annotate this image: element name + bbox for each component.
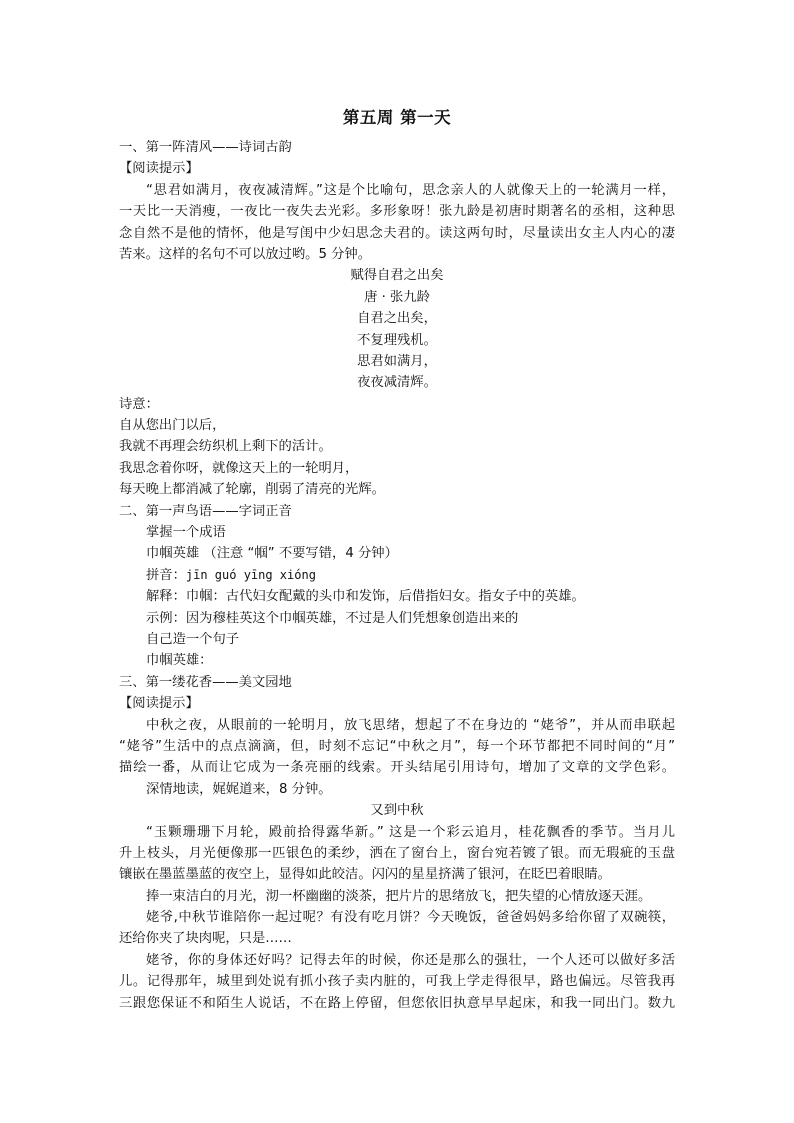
make-sentence-task: 自己造一个句子 [146, 631, 240, 647]
poem-line: 不复理残机。 [357, 332, 437, 348]
essay-line: 升上枝头，月光便像那一匹银色的柔纱，洒在了窗台上，窗台宛若镀了银。而无瑕疵的玉盘 [119, 845, 675, 861]
hint-line: 念自然不是他的情怀，他是写闺中少妇思念夫君的。读这两句时，尽量读出女主人内心的凄 [119, 225, 675, 241]
pinyin-text: jīn guó yīng xióng [185, 567, 316, 582]
page-title: 第五周 第一天 [342, 108, 452, 127]
essay-line: 镶嵌在墨蓝墨蓝的夜空上，显得如此皎洁。闪闪的星星挤满了银河，在眨巴着眼睛。 [119, 867, 611, 883]
essay-line: 捧一束洁白的月光，沏一杯幽幽的淡茶，把片片的思绪放飞，把失望的心情放逐天涯。 [146, 888, 652, 904]
hint-line: 一天比一天消瘦，一夜比一夜失去光彩。多形象呀！张九龄是初唐时期著名的丞相，这种思 [119, 204, 675, 220]
essay-line: 姥爷,中秋节谁陪你一起过呢？有没有吃月饼？今天晚饭，爸爸妈妈多给你留了双碗筷， [146, 910, 675, 926]
meaning-label: 诗意： [119, 396, 159, 412]
hint-line: 描绘一番，从而让它成为一条亮丽的线索。开头结尾引用诗句，增加了文章的文学色彩。 [119, 760, 675, 776]
meaning-line: 我就不再理会纺织机上剩下的活计。 [119, 439, 332, 455]
document-page [119, 104, 675, 1014]
example-line: 示例：因为穆桂英这个巾帼英雄，不过是人们凭想象创造出来的 [146, 610, 519, 626]
poem-title: 赋得自君之出矣 [350, 268, 444, 284]
reading-hint-label: 【阅读提示】 [119, 161, 199, 177]
meaning-line: 每天晚上都消减了轮廓，削弱了清亮的光辉。 [119, 482, 385, 498]
reading-hint-label: 【阅读提示】 [119, 696, 199, 712]
pinyin-line [119, 565, 675, 586]
hint-line: “姥爷”生活中的点点滴滴，但，时刻不忘记“中秋之月”，每一个环节都把不同时间的“月” [119, 738, 675, 754]
idiom-word: 巾帼英雄 （注意 “帼” 不要写错，4 分钟） [146, 546, 398, 562]
hint-line: 深情地读，娓娓道来，8 分钟。 [146, 781, 332, 797]
section-1-heading: 一、第一阵清风——诗词古韵 [119, 140, 292, 155]
hint-line: “思君如满月，夜夜减清辉。”这是个比喻句，思念亲人的人就像天上的一轮满月一样， [146, 182, 675, 198]
poem-line: 夜夜减清辉。 [357, 375, 437, 391]
section-3-heading: 三、第一缕花香——美文园地 [119, 674, 292, 690]
essay-line: 三跟您保证不和陌生人说话，不在路上停留，但您依旧执意早早起床，和我一同出门。数九 [119, 995, 675, 1011]
explanation-line: 解释：巾帼：古代妇女配戴的头巾和发饰，后借指妇女。指女子中的英雄。 [146, 589, 585, 605]
poem-line: 思君如满月， [357, 353, 437, 369]
meaning-line: 自从您出门以后， [119, 418, 226, 434]
hint-line: 中秋之夜，从眼前的一轮明月，放飞思绪，想起了不在身边的 “姥爷”，并从而串联起 [146, 717, 675, 733]
section-2-heading: 二、第一声鸟语——字词正音 [119, 503, 292, 519]
answer-line: 巾帼英雄： [146, 653, 213, 669]
idiom-task: 掌握一个成语 [146, 525, 226, 541]
essay-line: 儿。记得那年，城里到处说有抓小孩子卖内脏的，可我上学走得很早，路也偏远。尽管我再 [119, 974, 675, 990]
poem-author: 唐 · 张九龄 [364, 289, 430, 305]
essay-line: 还给你夹了块肉呢，只是…… [119, 931, 292, 947]
essay-title: 又到中秋 [370, 803, 424, 819]
pinyin-label: 拼音： [146, 567, 186, 583]
hint-line: 苦来。这样的名句不可以放过哟。5 分钟。 [119, 246, 372, 262]
essay-line: “玉颗珊珊下月轮，殿前拾得露华新。” 这是一个彩云追月，桂花飘香的季节。当月儿 [146, 824, 675, 840]
poem-line: 自君之出矣， [357, 311, 437, 327]
essay-line: 姥爷，你的身体还好吗？记得去年的时候，你还是那么的强壮，一个人还可以做好多活 [146, 952, 675, 968]
meaning-line: 我思念着你呀，就像这天上的一轮明月， [119, 460, 359, 476]
